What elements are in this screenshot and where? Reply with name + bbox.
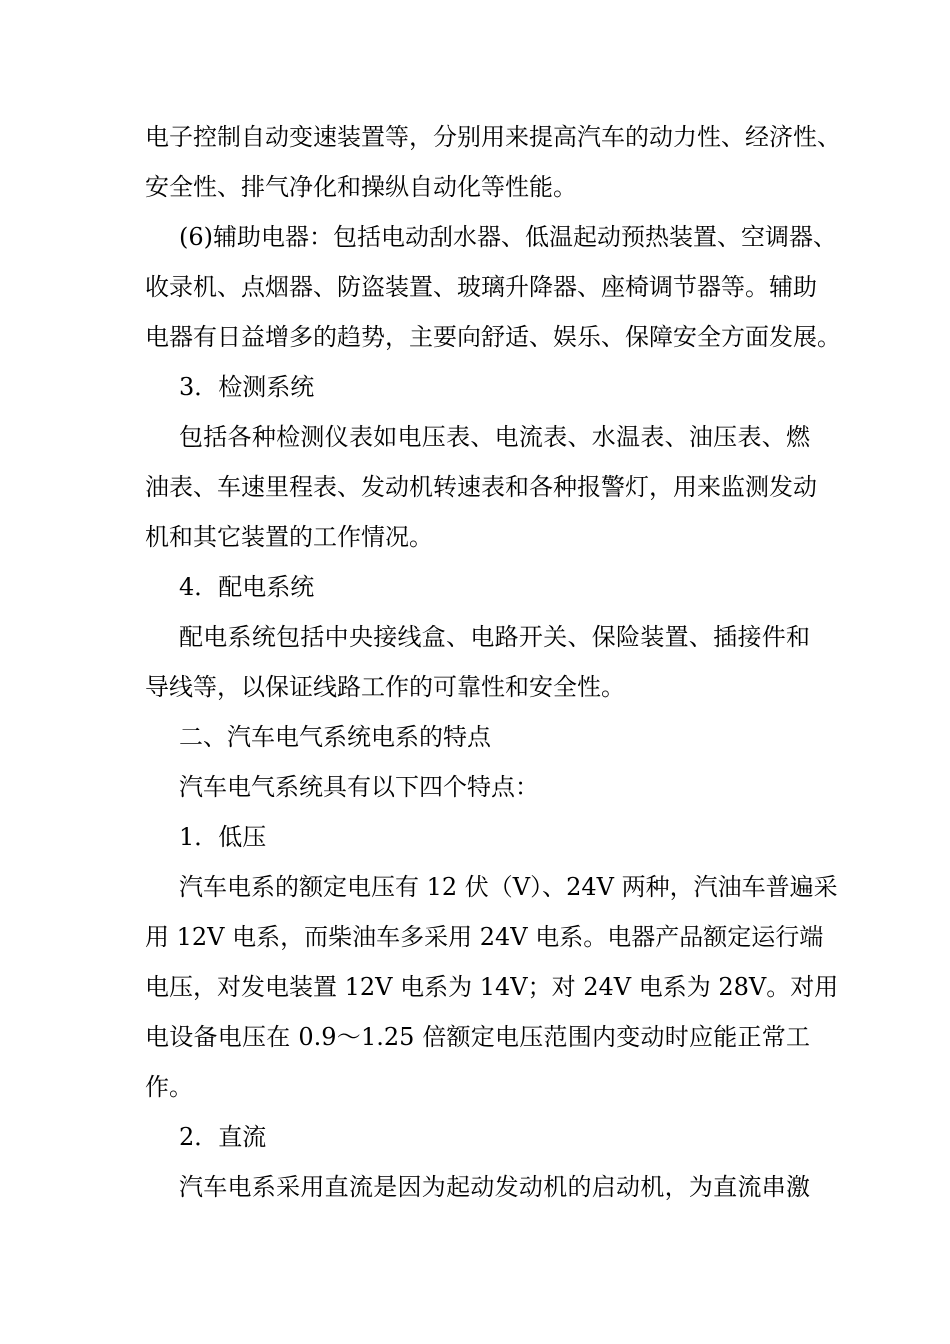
text-line: 电设备电压在 0.9～1.25 倍额定电压范围内变动时应能正常工 [145, 1023, 810, 1051]
text-line: 汽车电气系统具有以下四个特点： [179, 773, 539, 801]
section-heading: 二、汽车电气系统电系的特点 [179, 723, 491, 751]
text-line: 汽车电系的额定电压有 12 伏（V）、24V 两种，汽油车普遍采 [179, 873, 838, 901]
text-line: 配电系统包括中央接线盒、电路开关、保险装置、插接件和 [179, 623, 810, 651]
section-heading: 2．直流 [179, 1123, 267, 1151]
body-text [145, 112, 841, 1212]
text-line: 收录机、点烟器、防盗装置、玻璃升降器、座椅调节器等。辅助 [145, 273, 817, 301]
text-line: 作。 [145, 1073, 193, 1101]
section-heading: 3．检测系统 [179, 373, 315, 401]
section-heading: 4．配电系统 [179, 573, 315, 601]
text-line: 电压，对发电装置 12V 电系为 14V；对 24V 电系为 28V。对用 [145, 973, 839, 1001]
text-line: 电子控制自动变速装置等，分别用来提高汽车的动力性、经济性、 [145, 123, 841, 151]
text-line: (6)辅助电器：包括电动刮水器、低温起动预热装置、空调器、 [179, 223, 837, 251]
text-line: 机和其它装置的工作情况。 [145, 523, 433, 551]
text-line: 电器有日益增多的趋势，主要向舒适、娱乐、保障安全方面发展。 [145, 323, 841, 351]
text-line: 包括各种检测仪表如电压表、电流表、水温表、油压表、燃 [179, 423, 810, 451]
text-line: 安全性、排气净化和操纵自动化等性能。 [145, 173, 577, 201]
text-line: 汽车电系采用直流是因为起动发动机的启动机，为直流串激 [179, 1173, 810, 1201]
text-line: 油表、车速里程表、发动机转速表和各种报警灯，用来监测发动 [145, 473, 817, 501]
section-heading: 1．低压 [179, 823, 267, 851]
text-line: 用 12V 电系，而柴油车多采用 24V 电系。电器产品额定运行端 [145, 923, 824, 951]
text-line: 导线等，以保证线路工作的可靠性和安全性。 [145, 673, 625, 701]
